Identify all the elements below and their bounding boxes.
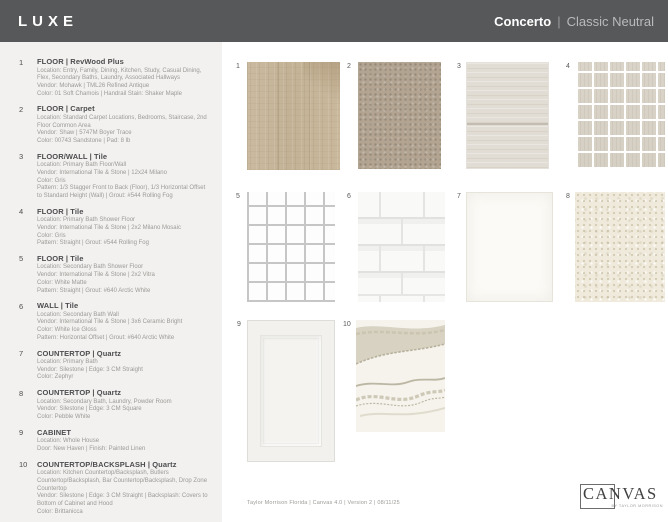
canvas-tagline: BY TAYLOR MORRISON <box>611 504 663 508</box>
spec-detail: Color: Zephyr <box>37 374 74 381</box>
collection-name: Concerto <box>494 13 552 29</box>
swatch-carpet <box>358 62 441 169</box>
spec-number: 9 <box>19 428 24 438</box>
swatch-milano-tile <box>466 62 549 169</box>
spec-detail: Vendor: International Tile & Stone | 2x2 Vitra <box>37 272 155 279</box>
swatch-quartz-zephyr <box>466 192 553 302</box>
spec-detail: Location: Primary Bath Shower Floor <box>37 217 136 224</box>
spec-detail: Location: Whole House <box>37 438 100 445</box>
cabinet-door-panel <box>260 335 322 447</box>
spec-detail: Location: Secondary Bath, Laundry, Powder Room <box>37 398 172 405</box>
spec-title: FLOOR | RevWood Plus <box>37 57 124 66</box>
spec-item-countertop-backsplash <box>19 460 213 517</box>
spec-detail: Door: New Haven | Finish: Painted Linen <box>37 446 146 452</box>
spec-detail: Vendor: International Tile & Stone | 2x2 Milano Mosaic <box>37 224 181 231</box>
spec-title: COUNTERTOP | Quartz <box>37 348 122 358</box>
spec-detail: Color: 00743 Sandstone | Pad: 8 lb <box>37 137 131 144</box>
spec-number: 4 <box>19 207 24 217</box>
spec-detail: Location: Kitchen Countertop/Backsplash, Butlers Countertop/Backsplash, Bar Countertop/Backsplash, Drop Zone Countertop <box>37 470 208 492</box>
subway-tile-pattern <box>358 192 445 302</box>
spec-item-floor-carpet <box>19 104 213 145</box>
swatch-number-4: 4 <box>566 63 570 70</box>
swatch-number-3: 3 <box>457 63 461 70</box>
swatch-number-10: 10 <box>343 321 351 328</box>
spec-item-floor-tile-milano <box>19 207 213 248</box>
swatch-number-6: 6 <box>347 193 351 200</box>
spec-number: 10 <box>19 460 28 470</box>
spec-detail: Vendor: Silestone | Edge: 3 CM Square <box>37 406 142 413</box>
swatch-milano-mosaic <box>576 62 665 169</box>
spec-detail: Color: White Matte <box>37 279 87 286</box>
palette-name: Classic Neutral <box>566 13 654 29</box>
swatch-vitra-mosaic <box>247 192 335 302</box>
spec-detail: Location: Secondary Bath Wall <box>37 311 119 318</box>
spec-number: 2 <box>19 104 24 114</box>
spec-detail: Pattern: Straight | Grout: #640 Arctic White <box>37 287 151 294</box>
collection-title <box>494 14 654 29</box>
spec-detail: Location: Secondary Bath Shower Floor <box>37 264 144 271</box>
spec-number: 7 <box>19 349 24 359</box>
swatch-number-8: 8 <box>566 193 570 200</box>
swatch-number-7: 7 <box>457 193 461 200</box>
spec-detail: Color: Pebble White <box>37 414 91 421</box>
spec-item-wall-tile <box>19 301 213 342</box>
swatch-number-9: 9 <box>237 321 241 328</box>
spec-number: 5 <box>19 254 24 264</box>
spec-detail: Pattern: Straight | Grout: #544 Rolling Fog <box>37 240 149 247</box>
footer-credit: Taylor Morrison Florida | Canvas 4.0 | Version 2 | 08/11/25 <box>247 500 400 506</box>
spec-title: COUNTERTOP/BACKSPLASH | Quartz <box>37 459 177 469</box>
spec-item-floorwall-tile <box>19 152 213 201</box>
header-bar <box>0 0 668 42</box>
spec-title: CABINET <box>37 427 72 437</box>
spec-number: 1 <box>19 57 24 67</box>
swatch-quartz-brittanicca <box>356 320 445 432</box>
spec-title: FLOOR | Tile <box>37 253 84 263</box>
title-separator: | <box>557 13 561 29</box>
spec-item-countertop-zephyr <box>19 349 213 383</box>
spec-detail: Vendor: Silestone | Edge: 3 CM Straight <box>37 366 143 373</box>
spec-detail: Pattern: Horizontal Offset | Grout: #640 Arctic White <box>37 334 175 341</box>
spec-detail: Location: Primary Bath Floor/Wall <box>37 162 127 169</box>
spec-item-floor-revwood <box>19 57 213 98</box>
swatch-quartz-pebble-white <box>575 192 665 302</box>
spec-detail: Vendor: International Tile & Stone | 12x24 Milano <box>37 169 167 176</box>
spec-detail: Vendor: Mohawk | TML26 Refined Antique <box>37 82 150 89</box>
spec-detail: Vendor: Silestone | Edge: 3 CM Straight | Backsplash: Covers to Bottom of Cabinet and Hood <box>37 493 208 508</box>
spec-detail: Color: Gris <box>37 177 66 184</box>
spec-number: 8 <box>19 388 24 398</box>
spec-detail: Color: 01 Soft Chamois | Handrail Stain: Shaker Maple <box>37 90 182 97</box>
swatch-cabinet-door <box>247 320 335 462</box>
canvas-logo <box>583 486 663 508</box>
spec-title: COUNTERTOP | Quartz <box>37 388 122 398</box>
canvas-wordmark: CANVAS <box>583 484 658 503</box>
spec-title: FLOOR | Tile <box>37 206 84 216</box>
quartz-veining-pattern <box>356 320 445 432</box>
brand-logo: LUXE <box>18 12 79 30</box>
swatch-number-5: 5 <box>236 193 240 200</box>
swatch-number-1: 1 <box>236 63 240 70</box>
spec-detail: Pattern: 1/3 Stagger Front to Back (Floor), 1/3 Horizontal Offset to Standard Height (Wall) | Grout: #544 Rolling Fog <box>37 185 206 199</box>
spec-detail: Color: Brittanicca <box>37 508 83 515</box>
spec-title: FLOOR/WALL | Tile <box>37 151 108 161</box>
spec-detail: Color: White Ice Gloss <box>37 327 97 334</box>
spec-item-cabinet <box>19 428 213 454</box>
spec-detail: Vendor: Shaw | 5747M Boyer Trace <box>37 130 132 137</box>
spec-detail: Location: Entry, Family, Dining, Kitchen, Study, Casual Dining, Flex, Secondary Baths, Laundry, Associated Hallways <box>37 67 202 82</box>
spec-item-floor-tile-vitra <box>19 254 213 295</box>
spec-item-countertop-pebble <box>19 388 213 422</box>
spec-sidebar <box>0 42 222 522</box>
spec-number: 6 <box>19 301 24 311</box>
swatch-revwood-floor <box>247 62 340 170</box>
spec-detail: Location: Primary Bath <box>37 359 98 366</box>
spec-title: FLOOR | Carpet <box>37 104 95 114</box>
spec-title: WALL | Tile <box>37 301 79 311</box>
swatch-subway-tile <box>358 192 445 302</box>
spec-detail: Location: Standard Carpet Locations, Bedrooms, Staircase, 2nd Floor Common Area <box>37 114 207 129</box>
spec-detail: Color: Gris <box>37 232 66 239</box>
swatch-number-2: 2 <box>347 63 351 70</box>
spec-detail: Vendor: International Tile & Stone | 3x6 Ceramic Bright <box>37 319 183 326</box>
spec-number: 3 <box>19 152 24 162</box>
